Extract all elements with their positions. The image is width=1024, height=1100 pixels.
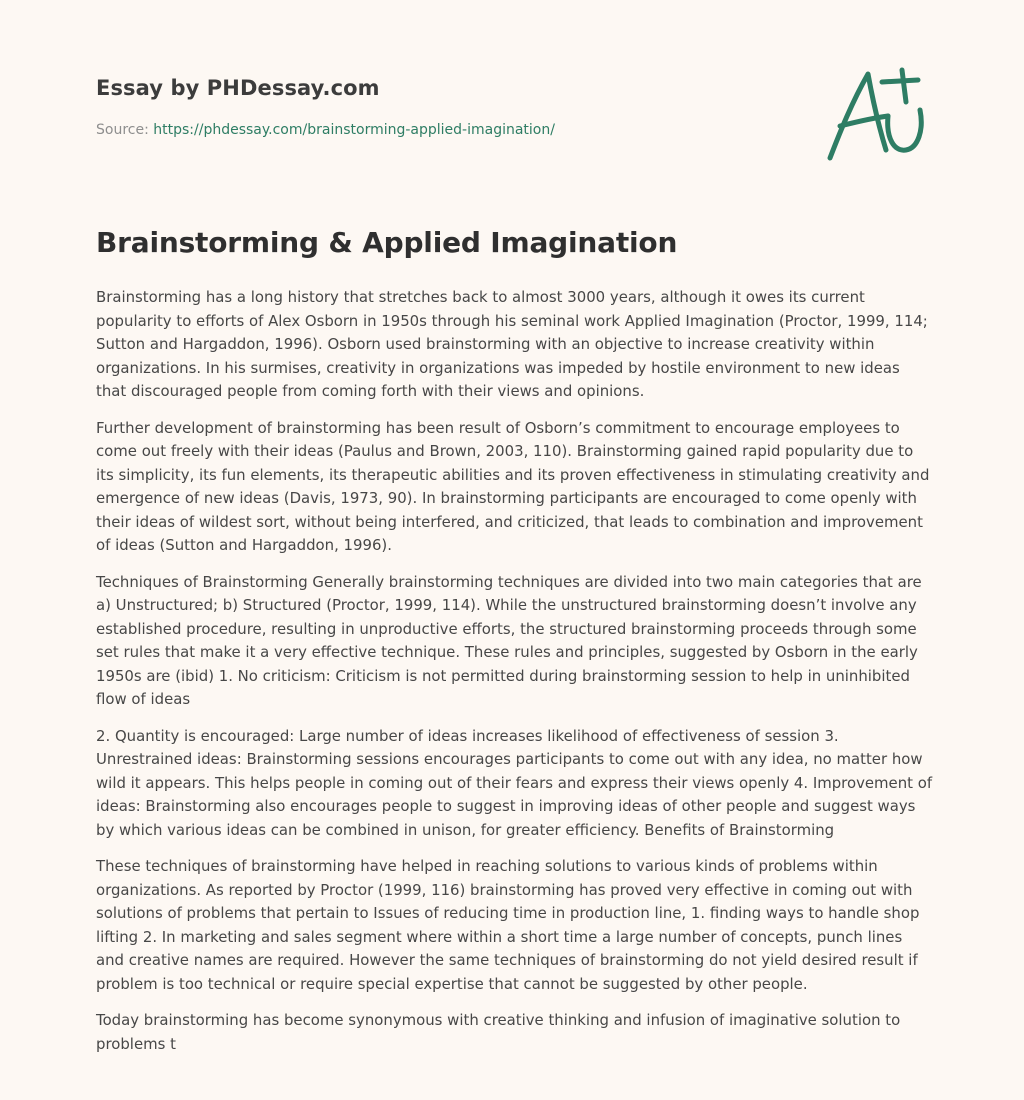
source-line — [96, 122, 796, 138]
article-body — [96, 286, 934, 1069]
paragraph: These techniques of brainstorming have helped in reaching solutions to various kinds of problems within organizations. As reported by Proctor (1999, 116) brainstorming has proved very effective in coming out with solutions of problems that pertain to Issues of reducing time in production line, 1. finding ways to handle shop lifting 2. In marketing and sales segment where within a short time a large number of concepts, punch lines and creative names are required. However the same techniques of brainstorming do not yield desired result if problem is too technical or require special expertise that cannot be suggested by other people. — [96, 857, 920, 993]
paragraph: Further development of brainstorming has been result of Osborn’s commitment to encourage employees to come out freely with their ideas (Paulus and Brown, 2003, 110). Brainstorming gained rapid popularity due to its simplicity, its fun elements, its therapeutic abilities and its proven effectiveness in stimulating creativity and emergence of new ideas (Davis, 1973, 90). In brainstorming participants are encouraged to come openly with their ideas of wildest sort, without being interfered, and criticized, that leads to combination and improvement of ideas (Sutton and Hargaddon, 1996). — [96, 418, 930, 554]
source-label: Source: — [96, 122, 154, 138]
paragraph: Today brainstorming has become synonymous with creative thinking and infusion of imaginative solution to problems t — [96, 1011, 901, 1053]
source-link[interactable]: https://phdessay.com/brainstorming-applied-imagination/ — [153, 122, 555, 138]
site-brand: Essay by PHDessay.com — [96, 76, 380, 100]
paragraph: Brainstorming has a long history that stretches back to almost 3000 years, although it owes its current popularity to efforts of Alex Osborn in 1950s through his seminal work Applied Imagination (Proctor, 1999, 114; Sutton and Hargaddon, 1996). Osborn used brainstorming with an objective to increase creativity within organizations. In his surmises, creativity in organizations was impeded by hostile environment to new ideas that discouraged people from coming forth with their views and opinions. — [96, 288, 928, 400]
a-plus-grade-icon — [822, 66, 932, 166]
paragraph: Techniques of Brainstorming Generally brainstorming techniques are divided into two main categories that are a) Unstructured; b) Structured (Proctor, 1999, 114). While the unstructured brainstorming doesn’t involve any established procedure, resulting in unproductive efforts, the structured brainstorming proceeds through some set rules that make it a very effective technique. These rules and principles, suggested by Osborn in the early 1950s are (ibid) 1. No criticism: Criticism is not permitted during brainstorming session to help in uninhibited flow of ideas — [96, 572, 922, 708]
page-header — [96, 76, 796, 138]
article-title: Brainstorming & Applied Imagination — [96, 226, 678, 259]
paragraph: 2. Quantity is encouraged: Large number of ideas increases likelihood of effectiveness of session 3. Unrestrained ideas: Brainstorming sessions encourages participants to come out with any idea, no matter how wild it appears. This helps people in coming out of their fears and express their views openly 4. Improvement of ideas: Brainstorming also encourages people to suggest in improving ideas of other people and suggest ways by which various ideas can be combined in unison, for greater efficiency. Benefits of Brainstorming — [96, 726, 933, 839]
